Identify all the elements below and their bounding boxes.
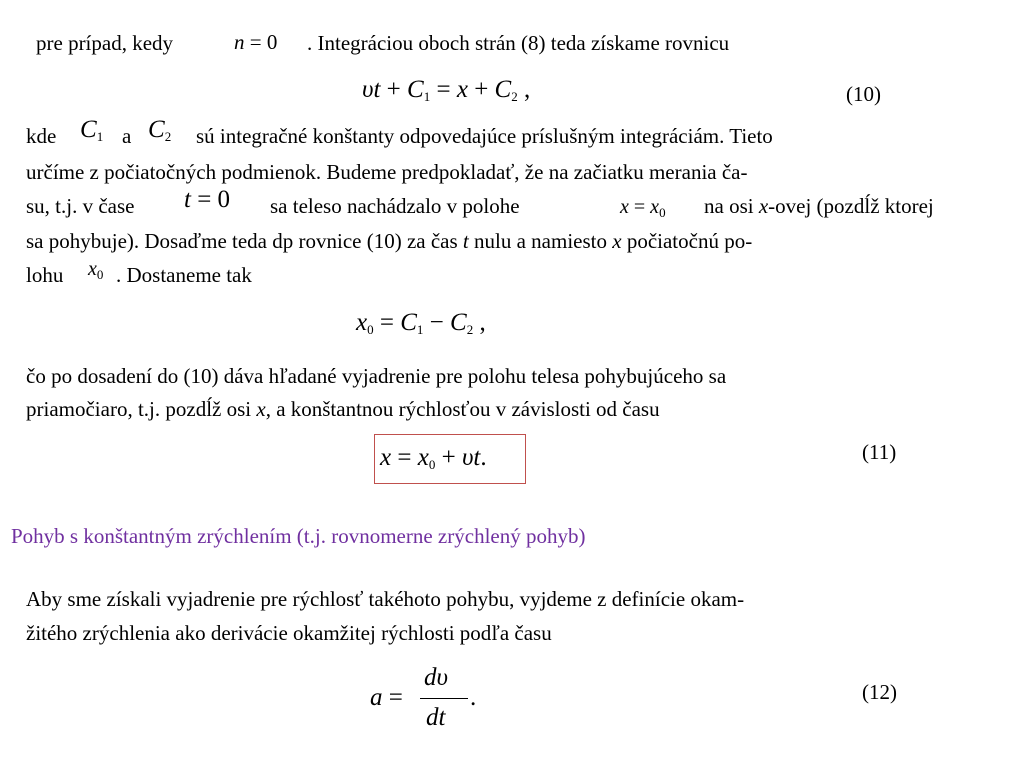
math-t-equals-0: t = 0 (184, 186, 231, 213)
equation-12: a = dυ dt . (370, 664, 477, 731)
equation-x0: $x_0 = C_1 - C_2$ , (356, 309, 486, 337)
p1-text-before: pre prípad, kedy (36, 31, 174, 55)
p2-line2: určíme z počiatočných podmienok. Budeme predpokladať, že na začiatku merania ča- (26, 160, 748, 184)
p3-line1: čo po dosadení do (10) dáva hľadané vyjadrenie pre polohu telesa pohybujúceho sa (26, 364, 727, 388)
p4-line1: Aby sme získali vyjadrenie pre rýchlosť takéhoto pohybu, vyjdeme z definície okam- (26, 587, 745, 611)
equation-number-10: (10) (846, 82, 881, 106)
p2-line4: sa pohybuje). Dosaďme teda dp rovnice (10) za čas t nulu a namiesto x počiatočnú po- (26, 229, 753, 253)
math-x-equals-x0: $x = x_0$ (620, 196, 666, 220)
p2-line1-rest: sú integračné konštanty odpovedajúce príslušným integráciám. Tieto (196, 124, 773, 148)
math-n-equals-0: n = 0 (234, 30, 278, 54)
p2-line3-a: su, t.j. v čase (26, 194, 135, 218)
p4-line2: žitého zrýchlenia ako derivácie okamžitej rýchlosti podľa času (26, 621, 552, 645)
p2-a: a (122, 124, 132, 148)
p2-kde: kde (26, 124, 57, 148)
p2-line3-c: na osi x-ovej (pozdĺž ktorej (704, 194, 934, 218)
math-C2: $C_2$ (148, 116, 172, 144)
math-C1: $C_1$ (80, 116, 104, 144)
equation-10: $\upsilon t + C_1 = x + C_2$ , (362, 76, 531, 104)
equation-number-12: (12) (862, 680, 897, 704)
equation-number-11: (11) (862, 440, 897, 464)
math-x0: $x_0$ (88, 258, 104, 282)
p2-line5-a: lohu (26, 263, 64, 287)
p2-line3-b: sa teleso nachádzalo v polohe (270, 194, 520, 218)
p1-text-after: . Integráciou oboch strán (8) teda získame rovnicu (307, 31, 730, 55)
p2-line5-b: . Dostaneme tak (116, 263, 252, 287)
p3-line2: priamočiaro, t.j. pozdĺž osi x, a konštantnou rýchlosťou v závislosti od času (26, 397, 660, 421)
equation-11: $x = x_0 + \upsilon t$. (380, 444, 487, 472)
section-heading: Pohyb s konštantným zrýchlením (t.j. rovnomerne zrýchlený pohyb) (11, 524, 586, 548)
